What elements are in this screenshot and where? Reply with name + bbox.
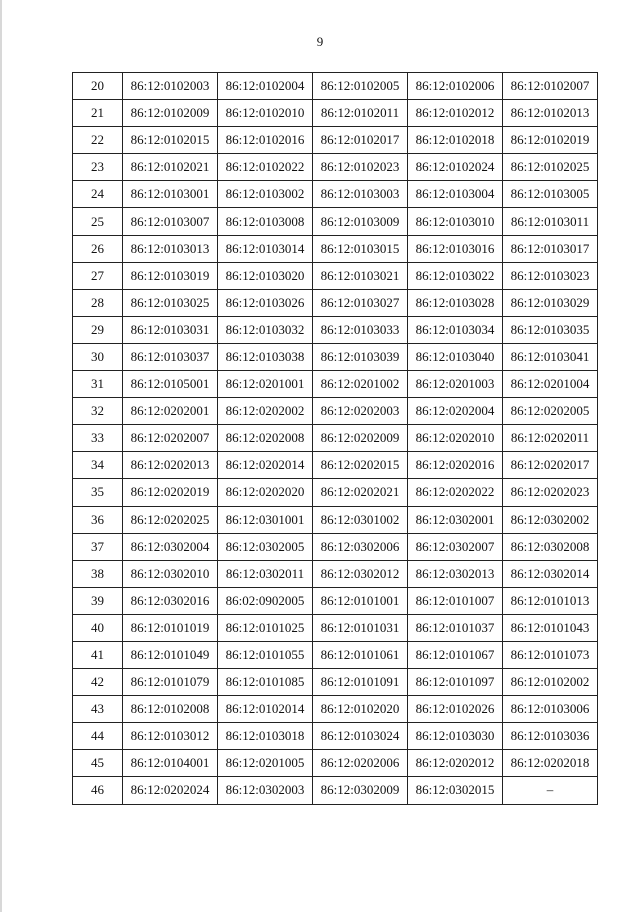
cadastral-number-cell: 86:12:0102023 bbox=[313, 154, 408, 181]
page-number: 9 bbox=[316, 34, 324, 49]
cadastral-number-cell: 86:12:0202025 bbox=[123, 506, 218, 533]
cadastral-number-cell: 86:12:0103029 bbox=[503, 289, 598, 316]
cadastral-number-cell: 86:12:0102012 bbox=[408, 100, 503, 127]
table-row bbox=[73, 127, 598, 154]
row-number-cell: 39 bbox=[73, 587, 123, 614]
row-number-cell: 27 bbox=[73, 262, 123, 289]
cadastral-number-cell: 86:12:0202005 bbox=[503, 398, 598, 425]
table-row bbox=[73, 479, 598, 506]
cadastral-number-cell: 86:12:0103026 bbox=[218, 289, 313, 316]
row-number-cell: 31 bbox=[73, 371, 123, 398]
cadastral-number-cell: 86:12:0101001 bbox=[313, 587, 408, 614]
cadastral-number-cell: 86:12:0103008 bbox=[218, 208, 313, 235]
cadastral-number-cell: 86:12:0103034 bbox=[408, 316, 503, 343]
row-number-cell: 41 bbox=[73, 641, 123, 668]
row-number-cell: 38 bbox=[73, 560, 123, 587]
cadastral-number-cell: 86:12:0101007 bbox=[408, 587, 503, 614]
cadastral-number-cell: 86:12:0102025 bbox=[503, 154, 598, 181]
cadastral-number-cell: 86:12:0103006 bbox=[503, 696, 598, 723]
cadastral-number-cell: 86:12:0102006 bbox=[408, 73, 503, 100]
table-row bbox=[73, 262, 598, 289]
table-row bbox=[73, 750, 598, 777]
cadastral-number-cell: 86:12:0102009 bbox=[123, 100, 218, 127]
cadastral-number-cell: 86:12:0101037 bbox=[408, 614, 503, 641]
cadastral-number-cell: 86:12:0201002 bbox=[313, 371, 408, 398]
row-number-cell: 21 bbox=[73, 100, 123, 127]
row-number-cell: 25 bbox=[73, 208, 123, 235]
row-number-cell: 37 bbox=[73, 533, 123, 560]
cadastral-number-cell: 86:12:0302003 bbox=[218, 777, 313, 804]
cadastral-number-cell: 86:12:0103012 bbox=[123, 723, 218, 750]
cadastral-number-cell: 86:12:0202018 bbox=[503, 750, 598, 777]
row-number-cell: 33 bbox=[73, 425, 123, 452]
cadastral-number-cell: 86:12:0103013 bbox=[123, 235, 218, 262]
cadastral-number-cell: 86:12:0302016 bbox=[123, 587, 218, 614]
cadastral-number-cell: 86:12:0302013 bbox=[408, 560, 503, 587]
cadastral-number-cell: 86:12:0103016 bbox=[408, 235, 503, 262]
cadastral-number-cell: 86:12:0302002 bbox=[503, 506, 598, 533]
cadastral-number-cell: 86:12:0103041 bbox=[503, 343, 598, 370]
cadastral-number-cell: 86:12:0103023 bbox=[503, 262, 598, 289]
cadastral-number-cell: 86:12:0102007 bbox=[503, 73, 598, 100]
cadastral-number-cell: 86:12:0102018 bbox=[408, 127, 503, 154]
cadastral-number-cell: 86:12:0103018 bbox=[218, 723, 313, 750]
cadastral-number-cell: 86:12:0301002 bbox=[313, 506, 408, 533]
cadastral-number-cell: 86:12:0202001 bbox=[123, 398, 218, 425]
cadastral-number-cell: 86:12:0103028 bbox=[408, 289, 503, 316]
row-number-cell: 42 bbox=[73, 669, 123, 696]
table-row bbox=[73, 181, 598, 208]
table-row bbox=[73, 723, 598, 750]
cadastral-number-cell: 86:12:0102002 bbox=[503, 669, 598, 696]
row-number-cell: 23 bbox=[73, 154, 123, 181]
cadastral-number-cell: 86:12:0302009 bbox=[313, 777, 408, 804]
cadastral-number-cell: 86:12:0103001 bbox=[123, 181, 218, 208]
cadastral-number-cell: 86:12:0103019 bbox=[123, 262, 218, 289]
cadastral-number-cell: 86:12:0104001 bbox=[123, 750, 218, 777]
table-row bbox=[73, 343, 598, 370]
cadastral-number-cell: 86:12:0101049 bbox=[123, 641, 218, 668]
cadastral-number-cell: 86:12:0302015 bbox=[408, 777, 503, 804]
cadastral-number-cell: 86:12:0302001 bbox=[408, 506, 503, 533]
row-number-cell: 44 bbox=[73, 723, 123, 750]
cadastral-number-cell: 86:12:0103031 bbox=[123, 316, 218, 343]
cadastral-number-cell: 86:12:0103009 bbox=[313, 208, 408, 235]
cadastral-number-cell: 86:12:0103010 bbox=[408, 208, 503, 235]
row-number-cell: 30 bbox=[73, 343, 123, 370]
cadastral-number-cell: – bbox=[503, 777, 598, 804]
row-number-cell: 28 bbox=[73, 289, 123, 316]
row-number-cell: 20 bbox=[73, 73, 123, 100]
table-row bbox=[73, 777, 598, 804]
cadastral-number-cell: 86:12:0103037 bbox=[123, 343, 218, 370]
row-number-cell: 24 bbox=[73, 181, 123, 208]
table-body bbox=[73, 73, 598, 805]
cadastral-number-cell: 86:12:0102026 bbox=[408, 696, 503, 723]
cadastral-number-cell: 86:12:0103038 bbox=[218, 343, 313, 370]
table-row bbox=[73, 641, 598, 668]
cadastral-number-cell: 86:12:0101073 bbox=[503, 641, 598, 668]
cadastral-number-cell: 86:12:0102003 bbox=[123, 73, 218, 100]
cadastral-number-cell: 86:12:0101061 bbox=[313, 641, 408, 668]
row-number-cell: 43 bbox=[73, 696, 123, 723]
cadastral-number-cell: 86:12:0202011 bbox=[503, 425, 598, 452]
cadastral-number-cell: 86:12:0102011 bbox=[313, 100, 408, 127]
cadastral-number-cell: 86:12:0202009 bbox=[313, 425, 408, 452]
cadastral-number-cell: 86:12:0101097 bbox=[408, 669, 503, 696]
table-row bbox=[73, 398, 598, 425]
cadastral-number-cell: 86:12:0302008 bbox=[503, 533, 598, 560]
row-number-cell: 32 bbox=[73, 398, 123, 425]
cadastral-number-cell: 86:12:0302004 bbox=[123, 533, 218, 560]
row-number-cell: 45 bbox=[73, 750, 123, 777]
cadastral-number-cell: 86:12:0202008 bbox=[218, 425, 313, 452]
cadastral-number-cell: 86:12:0103005 bbox=[503, 181, 598, 208]
cadastral-number-cell: 86:12:0103011 bbox=[503, 208, 598, 235]
table-row bbox=[73, 100, 598, 127]
cadastral-number-cell: 86:12:0103003 bbox=[313, 181, 408, 208]
cadastral-number-cell: 86:02:0902005 bbox=[218, 587, 313, 614]
cadastral-number-cell: 86:12:0102005 bbox=[313, 73, 408, 100]
cadastral-number-cell: 86:12:0103030 bbox=[408, 723, 503, 750]
cadastral-number-cell: 86:12:0302005 bbox=[218, 533, 313, 560]
cadastral-number-cell: 86:12:0102015 bbox=[123, 127, 218, 154]
cadastral-number-cell: 86:12:0103027 bbox=[313, 289, 408, 316]
table-row bbox=[73, 154, 598, 181]
cadastral-number-cell: 86:12:0102010 bbox=[218, 100, 313, 127]
table-row bbox=[73, 289, 598, 316]
scan-edge-mark bbox=[0, 0, 2, 912]
cadastral-number-cell: 86:12:0102016 bbox=[218, 127, 313, 154]
table-row bbox=[73, 560, 598, 587]
row-number-cell: 34 bbox=[73, 452, 123, 479]
table-row bbox=[73, 696, 598, 723]
cadastral-number-cell: 86:12:0102017 bbox=[313, 127, 408, 154]
cadastral-number-cell: 86:12:0101013 bbox=[503, 587, 598, 614]
cadastral-number-cell: 86:12:0103033 bbox=[313, 316, 408, 343]
cadastral-number-cell: 86:12:0101055 bbox=[218, 641, 313, 668]
cadastral-number-cell: 86:12:0201004 bbox=[503, 371, 598, 398]
cadastral-number-cell: 86:12:0302012 bbox=[313, 560, 408, 587]
table-row bbox=[73, 506, 598, 533]
cadastral-number-cell: 86:12:0201005 bbox=[218, 750, 313, 777]
row-number-cell: 40 bbox=[73, 614, 123, 641]
cadastral-number-cell: 86:12:0102013 bbox=[503, 100, 598, 127]
cadastral-number-cell: 86:12:0103021 bbox=[313, 262, 408, 289]
cadastral-number-cell: 86:12:0201001 bbox=[218, 371, 313, 398]
cadastral-table bbox=[72, 72, 598, 805]
table-row bbox=[73, 73, 598, 100]
cadastral-number-cell: 86:12:0102021 bbox=[123, 154, 218, 181]
cadastral-number-cell: 86:12:0202023 bbox=[503, 479, 598, 506]
cadastral-number-cell: 86:12:0103014 bbox=[218, 235, 313, 262]
cadastral-number-cell: 86:12:0103032 bbox=[218, 316, 313, 343]
cadastral-number-cell: 86:12:0101031 bbox=[313, 614, 408, 641]
cadastral-number-cell: 86:12:0202020 bbox=[218, 479, 313, 506]
cadastral-number-cell: 86:12:0103035 bbox=[503, 316, 598, 343]
cadastral-table-container bbox=[72, 72, 597, 805]
cadastral-number-cell: 86:12:0101067 bbox=[408, 641, 503, 668]
cadastral-number-cell: 86:12:0201003 bbox=[408, 371, 503, 398]
cadastral-number-cell: 86:12:0103022 bbox=[408, 262, 503, 289]
table-row bbox=[73, 208, 598, 235]
cadastral-number-cell: 86:12:0202012 bbox=[408, 750, 503, 777]
cadastral-number-cell: 86:12:0202007 bbox=[123, 425, 218, 452]
cadastral-number-cell: 86:12:0302010 bbox=[123, 560, 218, 587]
cadastral-number-cell: 86:12:0202022 bbox=[408, 479, 503, 506]
cadastral-number-cell: 86:12:0101025 bbox=[218, 614, 313, 641]
cadastral-number-cell: 86:12:0103015 bbox=[313, 235, 408, 262]
cadastral-number-cell: 86:12:0202002 bbox=[218, 398, 313, 425]
row-number-cell: 26 bbox=[73, 235, 123, 262]
cadastral-number-cell: 86:12:0103017 bbox=[503, 235, 598, 262]
row-number-cell: 35 bbox=[73, 479, 123, 506]
row-number-cell: 36 bbox=[73, 506, 123, 533]
cadastral-number-cell: 86:12:0101019 bbox=[123, 614, 218, 641]
cadastral-number-cell: 86:12:0101079 bbox=[123, 669, 218, 696]
cadastral-number-cell: 86:12:0202010 bbox=[408, 425, 503, 452]
cadastral-number-cell: 86:12:0102024 bbox=[408, 154, 503, 181]
cadastral-number-cell: 86:12:0103020 bbox=[218, 262, 313, 289]
table-row bbox=[73, 669, 598, 696]
cadastral-number-cell: 86:12:0302007 bbox=[408, 533, 503, 560]
cadastral-number-cell: 86:12:0202015 bbox=[313, 452, 408, 479]
table-row bbox=[73, 371, 598, 398]
cadastral-number-cell: 86:12:0301001 bbox=[218, 506, 313, 533]
cadastral-number-cell: 86:12:0302014 bbox=[503, 560, 598, 587]
cadastral-number-cell: 86:12:0102019 bbox=[503, 127, 598, 154]
cadastral-number-cell: 86:12:0202013 bbox=[123, 452, 218, 479]
cadastral-number-cell: 86:12:0101085 bbox=[218, 669, 313, 696]
cadastral-number-cell: 86:12:0202017 bbox=[503, 452, 598, 479]
cadastral-number-cell: 86:12:0103025 bbox=[123, 289, 218, 316]
cadastral-number-cell: 86:12:0103002 bbox=[218, 181, 313, 208]
cadastral-number-cell: 86:12:0302006 bbox=[313, 533, 408, 560]
table-row bbox=[73, 587, 598, 614]
cadastral-number-cell: 86:12:0101091 bbox=[313, 669, 408, 696]
cadastral-number-cell: 86:12:0101043 bbox=[503, 614, 598, 641]
table-row bbox=[73, 452, 598, 479]
cadastral-number-cell: 86:12:0102008 bbox=[123, 696, 218, 723]
cadastral-number-cell: 86:12:0102014 bbox=[218, 696, 313, 723]
cadastral-number-cell: 86:12:0302011 bbox=[218, 560, 313, 587]
cadastral-number-cell: 86:12:0103040 bbox=[408, 343, 503, 370]
table-row bbox=[73, 316, 598, 343]
cadastral-number-cell: 86:12:0202006 bbox=[313, 750, 408, 777]
cadastral-number-cell: 86:12:0103039 bbox=[313, 343, 408, 370]
row-number-cell: 22 bbox=[73, 127, 123, 154]
cadastral-number-cell: 86:12:0202003 bbox=[313, 398, 408, 425]
cadastral-number-cell: 86:12:0105001 bbox=[123, 371, 218, 398]
cadastral-number-cell: 86:12:0103007 bbox=[123, 208, 218, 235]
cadastral-number-cell: 86:12:0202004 bbox=[408, 398, 503, 425]
cadastral-number-cell: 86:12:0102022 bbox=[218, 154, 313, 181]
cadastral-number-cell: 86:12:0202021 bbox=[313, 479, 408, 506]
table-row bbox=[73, 235, 598, 262]
table-row bbox=[73, 533, 598, 560]
cadastral-number-cell: 86:12:0103036 bbox=[503, 723, 598, 750]
row-number-cell: 29 bbox=[73, 316, 123, 343]
cadastral-number-cell: 86:12:0102020 bbox=[313, 696, 408, 723]
row-number-cell: 46 bbox=[73, 777, 123, 804]
cadastral-number-cell: 86:12:0202024 bbox=[123, 777, 218, 804]
cadastral-number-cell: 86:12:0202014 bbox=[218, 452, 313, 479]
table-row bbox=[73, 614, 598, 641]
cadastral-number-cell: 86:12:0103024 bbox=[313, 723, 408, 750]
cadastral-number-cell: 86:12:0202016 bbox=[408, 452, 503, 479]
cadastral-number-cell: 86:12:0202019 bbox=[123, 479, 218, 506]
cadastral-number-cell: 86:12:0102004 bbox=[218, 73, 313, 100]
table-row bbox=[73, 425, 598, 452]
cadastral-number-cell: 86:12:0103004 bbox=[408, 181, 503, 208]
